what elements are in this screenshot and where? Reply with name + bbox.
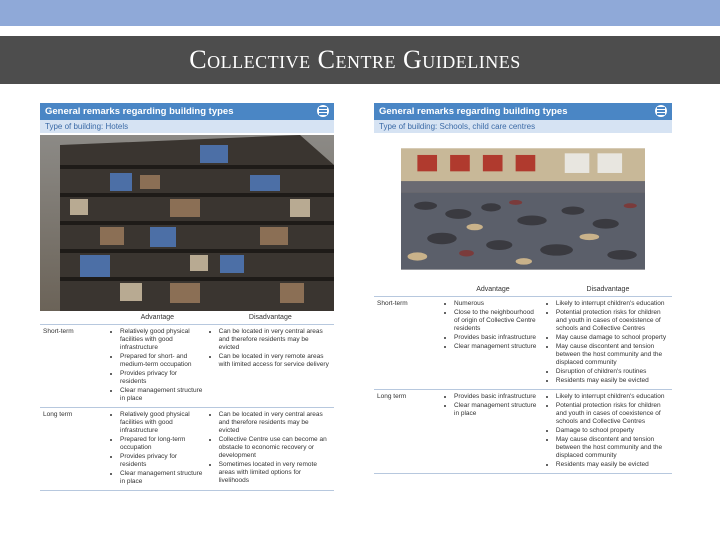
table-row: [374, 297, 672, 390]
table-header-row: [40, 311, 334, 325]
schools-table: [374, 283, 672, 474]
table-row: [40, 408, 334, 491]
list-item: • May cause discontent and tension between the host community and the displaced community: [556, 436, 669, 460]
list-item: • Prepared for long-term occupation: [120, 436, 204, 452]
table-row: [374, 390, 672, 474]
column-header-advantage: Advantage: [442, 283, 544, 297]
top-accent-stripe: [0, 0, 720, 26]
list-item: • Likely to interrupt children's education: [556, 393, 669, 401]
list-item: • Clear management structure in place: [120, 470, 204, 486]
slide-title: Collective Centre Guidelines: [189, 45, 521, 74]
school-gym-shelter-photo: [401, 135, 645, 283]
row-term: Short-term: [374, 297, 442, 390]
list-item: • Relatively good physical facilities with good infrastructure: [120, 411, 204, 435]
list-item: • Provides basic infrastructure: [454, 393, 541, 401]
list-item: • Residents may easily be evicted: [556, 377, 669, 385]
title-bar: [0, 36, 720, 84]
list-item: • Damage to school property: [556, 427, 669, 435]
list-item: • Sometimes located in very remote areas with limited options for livelihoods: [219, 461, 331, 485]
row-term: Long term: [374, 390, 442, 474]
list-item: • Prepared for short- and medium-term occupation: [120, 353, 204, 369]
list-item: • Clear management structure in place: [120, 387, 204, 403]
panel-header: [40, 103, 334, 120]
list-item: • Relatively good physical facilities with good infrastructure: [120, 328, 204, 352]
menu-icon: [655, 105, 667, 117]
panel-header: [374, 103, 672, 120]
list-item: • Can be located in very remote areas with limited access for service delivery: [219, 353, 331, 369]
list-item: • Residents may easily be evicted: [556, 461, 669, 469]
list-item: • Clear management structure in place: [454, 402, 541, 418]
table-header-row: [374, 283, 672, 297]
menu-icon: [317, 105, 329, 117]
hotels-panel: [40, 103, 334, 485]
row-term: Short-term: [40, 325, 108, 408]
building-type-label: Type of building: Hotels: [40, 120, 334, 133]
list-item: • May cause damage to school property: [556, 334, 669, 342]
hotel-building-photo: [40, 135, 334, 311]
column-header-disadvantage: Disadvantage: [207, 311, 334, 325]
list-item: • Likely to interrupt children's education: [556, 300, 669, 308]
column-header-disadvantage: Disadvantage: [544, 283, 672, 297]
list-item: • Collective Centre use can become an obstacle to economic recovery or development: [219, 436, 331, 460]
list-item: • Can be located in very central areas and therefore residents may be evicted: [219, 411, 331, 435]
hotels-table: [40, 311, 334, 491]
list-item: • Provides privacy for residents: [120, 453, 204, 469]
list-item: • Clear management structure: [454, 343, 541, 351]
list-item: • Disruption of children's routines: [556, 368, 669, 376]
row-term: Long term: [40, 408, 108, 491]
column-header-advantage: Advantage: [108, 311, 207, 325]
building-type-label: Type of building: Schools, child care centres: [374, 120, 672, 133]
list-item: • Potential protection risks for children and youth in cases of coexistence of schools and Collective Centres: [556, 402, 669, 426]
panel-header-text: General remarks regarding building types: [45, 106, 234, 117]
table-row: [40, 325, 334, 408]
list-item: • Provides privacy for residents: [120, 370, 204, 386]
list-item: • Provides basic infrastructure: [454, 334, 541, 342]
list-item: • Potential protection risks for children and youth in cases of coexistence of schools and Collective Centres: [556, 309, 669, 333]
panel-header-text: General remarks regarding building types: [379, 106, 568, 117]
list-item: • Numerous: [454, 300, 541, 308]
list-item: • May cause discontent and tension between the host community and the displaced community: [556, 343, 669, 367]
list-item: • Can be located in very central areas and therefore residents may be evicted: [219, 328, 331, 352]
list-item: • Close to the neighbourhood of origin of Collective Centre residents: [454, 309, 541, 333]
schools-panel: [374, 103, 672, 521]
